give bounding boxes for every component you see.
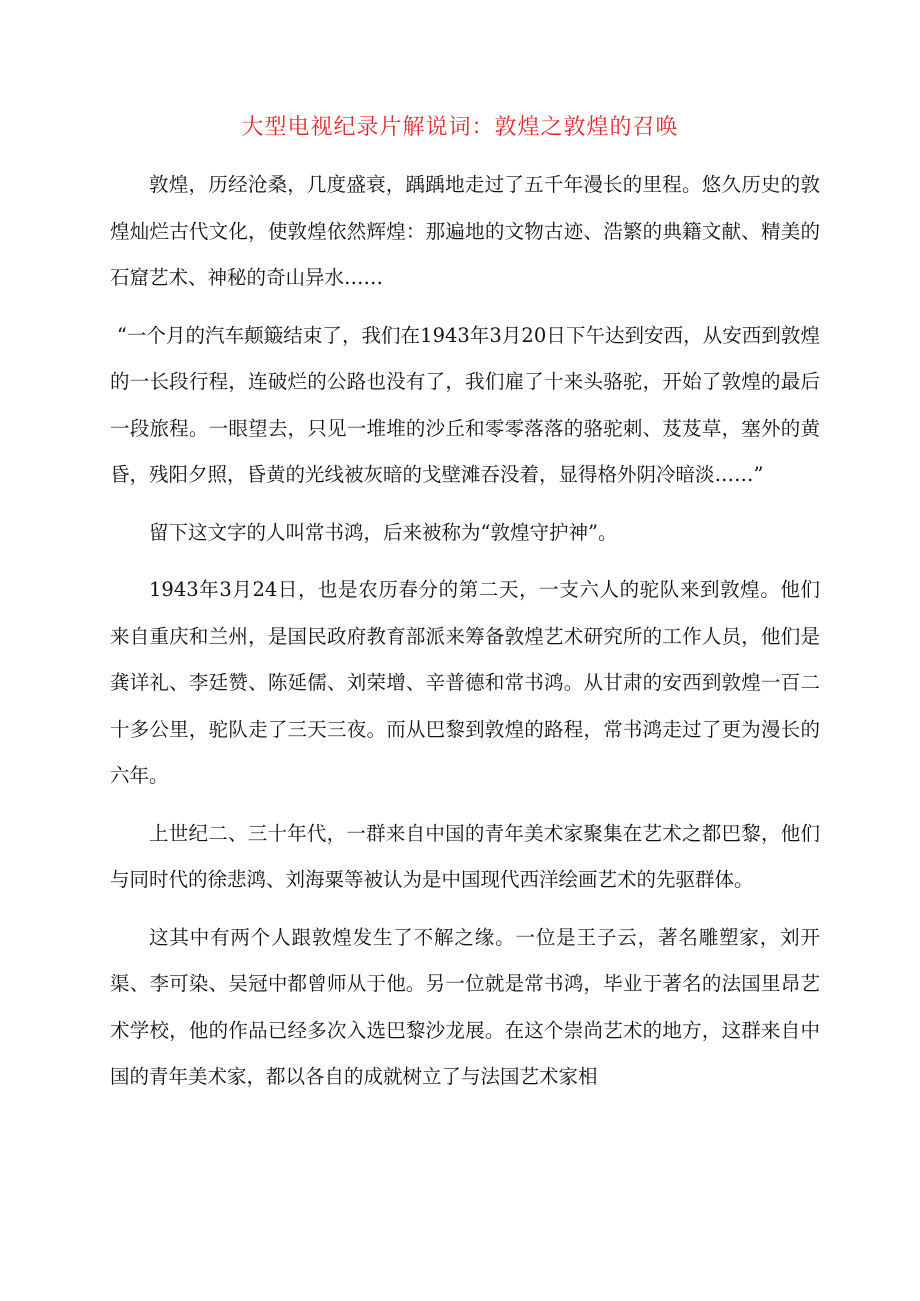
paragraph-paris-artists: 上世纪二、三十年代，一群来自中国的青年美术家聚集在艺术之都巴黎，他们与同时代的徐悲鸿、刘海粟等被认为是中国现代西洋绘画艺术的先驱群体。 [110,821,820,891]
paragraph-intro: 敦煌，历经沧桑，几度盛衰，踽踽地走过了五千年漫长的里程。悠久历史的敦煌灿烂古代文化，使敦煌依然辉煌：那遍地的文物古迹、浩繁的典籍文献、精美的石窟艺术、神秘的奇山异水…… [110,173,820,289]
paragraph-two-artists: 这其中有两个人跟敦煌发生了不解之缘。一位是王子云，著名雕塑家，刘开渠、李可染、吴冠中都曾师从于他。另一位就是常书鸿，毕业于著名的法国里昂艺术学校，他的作品已经多次入选巴黎沙龙展。在这个崇尚艺术的地方，这群来自中国的青年美术家，都以各自的成就树立了与法国艺术家相 [110,925,820,1088]
document-title: 大型电视纪录片解说词：敦煌之敦煌的召唤 [241,115,679,140]
paragraph-caravan: 1943年3月24日，也是农历春分的第二天，一支六人的驼队来到敦煌。他们来自重庆和兰州，是国民政府教育部派来筹备敦煌艺术研究所的工作人员，他们是龚详礼、李廷赞、陈延儒、刘荣增、辛普德和常书鸿。从甘肃的安西到敦煌一百二十多公里，驼队走了三天三夜。而从巴黎到敦煌的路程，常书鸿走过了更为漫长的六年。 [110,578,820,787]
paragraph-quote: “一个月的汽车颠簸结束了，我们在1943年3月20日下午达到安西，从安西到敦煌的一长段行程，连破烂的公路也没有了，我们雇了十来头骆驼，开始了敦煌的最后一段旅程。一眼望去，只见一堆堆的沙丘和零零落落的骆驼刺、芨芨草，塞外的黄昏，残阳夕照，昏黄的光线被灰暗的戈壁滩吞没着，显得格外阴冷暗淡……” [110,323,820,486]
document-body [110,162,820,1112]
paragraph-author-note: 留下这文字的人叫常书鸿，后来被称为“敦煌守护神”。 [149,520,618,544]
